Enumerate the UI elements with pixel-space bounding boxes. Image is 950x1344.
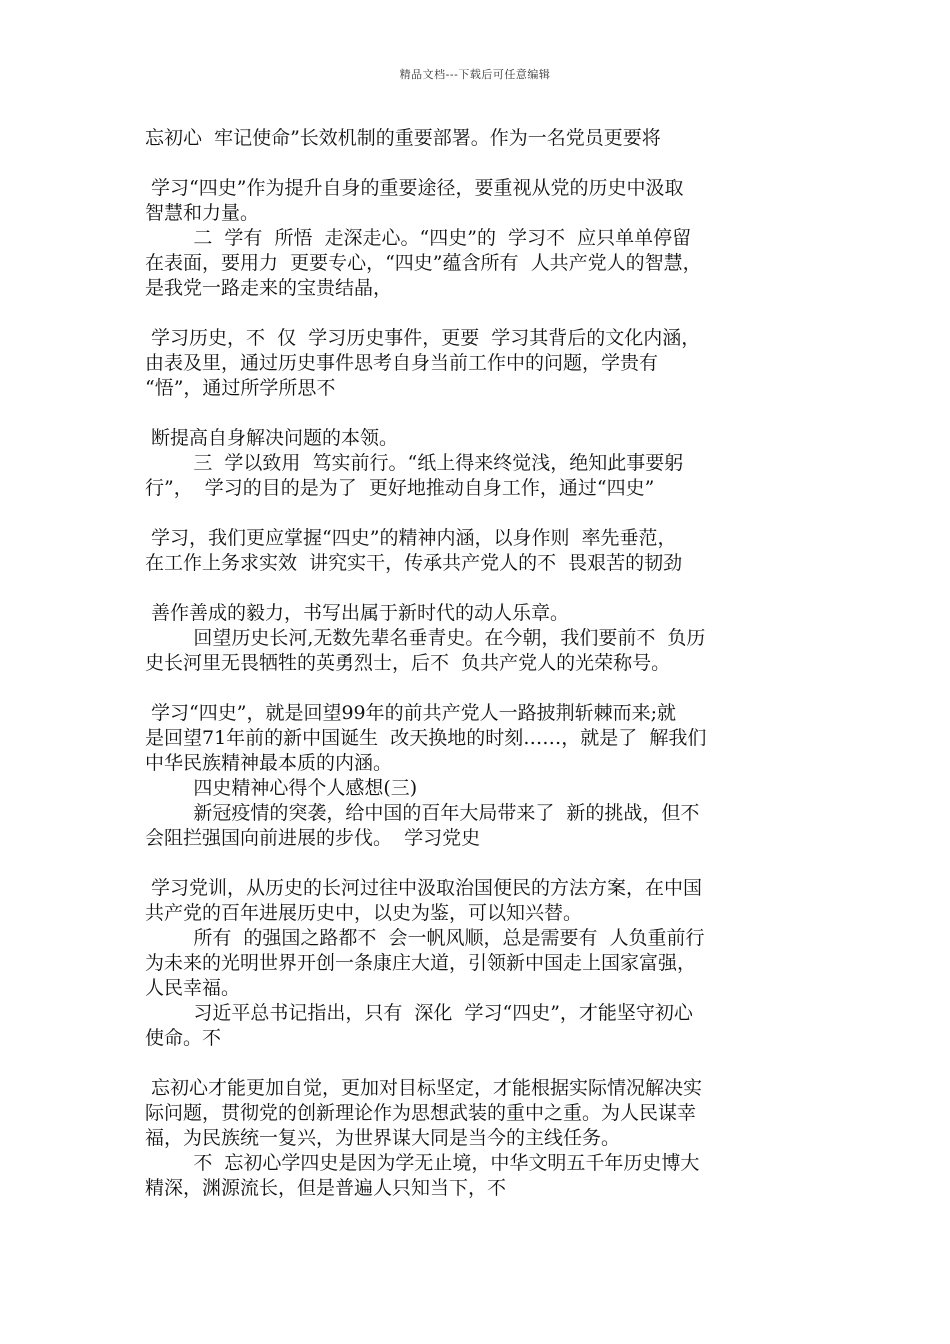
text-line: 使命。不 bbox=[145, 1027, 222, 1049]
text-line: 际问题，贯彻党的创新理论作为思想武装的重中之重。为人民谋幸 bbox=[145, 1102, 697, 1124]
text-line: 是回望71年前的新中国诞生 改天换地的时刻……，就是了 解我们 bbox=[145, 727, 707, 749]
text-line: 三 学以致用 笃实前行。“纸上得来终觉浅，绝知此事要躬 bbox=[145, 452, 684, 474]
paragraph-gap bbox=[145, 151, 813, 176]
text-line: 会阻拦强国向前进展的步伐。 学习党史 bbox=[145, 827, 481, 849]
text-line: 习近平总书记指出，只有 深化 学习“四史”，才能坚守初心 bbox=[145, 1002, 693, 1024]
text-line: 断提高自身解决问题的本领。 bbox=[145, 427, 399, 449]
paragraph-gap bbox=[145, 576, 813, 601]
paragraph-gap bbox=[145, 301, 813, 326]
paragraph-gap bbox=[145, 851, 813, 876]
text-line: 所有 的强国之路都不 会一帆风顺，总是需要有 人负重前行 bbox=[145, 927, 705, 949]
text-line: 忘初心 牢记使命”长效机制的重要部署。作为一名党员更要将 bbox=[145, 127, 661, 149]
text-line: 为未来的光明世界开创一条康庄大道，引领新中国走上国家富强， bbox=[145, 952, 697, 974]
text-line: 善作善成的毅力，书写出属于新时代的动人乐章。 bbox=[145, 602, 570, 624]
text-line: 学习，我们更应掌握“四史”的精神内涵，以身作则 率先垂范， bbox=[145, 527, 677, 549]
text-line: 学习“四史”，就是回望99年的前共产党人一路披荆斩棘而来;就 bbox=[145, 702, 677, 724]
text-line: 学习“四史”作为提升自身的重要途径，要重视从党的历史中汲取 bbox=[145, 177, 684, 199]
text-line: 学习党训，从历史的长河过往中汲取治国便民的方法方案，在中国 bbox=[145, 877, 703, 899]
text-line: 共产党的百年进展历史中，以史为鉴，可以知兴替。 bbox=[145, 902, 583, 924]
text-line: 中华民族精神最本质的内涵。 bbox=[145, 752, 393, 774]
text-line: 在工作上务求实效 讲究实干，传承共产党人的不 畏艰苦的韧劲 bbox=[145, 552, 683, 574]
text-line: 二 学有 所悟 走深走心。“四史”的 学习不 应只单单停留 bbox=[145, 227, 692, 249]
text-line: 由表及里，通过历史事件思考自身当前工作中的问题，学贵有 bbox=[145, 352, 659, 374]
text-line: 福，为民族统一复兴，为世界谋大同是当今的主线任务。 bbox=[145, 1127, 621, 1149]
text-line: 行”， 学习的目的是为了 更好地推动自身工作，通过“四史” bbox=[145, 477, 655, 499]
text-line: 学习历史，不 仅 学习历史事件，更要 学习其背后的文化内涵， bbox=[145, 327, 701, 349]
text-line: 史长河里无畏牺牲的英勇烈士，后不 负共产党人的光荣称号。 bbox=[145, 652, 671, 674]
page-header: 精品文档---下载后可任意编辑 bbox=[399, 68, 551, 81]
document-body bbox=[145, 126, 813, 1201]
text-line: 精深，渊源流长，但是普遍人只知当下，不 bbox=[145, 1177, 507, 1199]
text-line: 新冠疫情的突袭，给中国的百年大局带来了 新的挑战，但不 bbox=[145, 802, 700, 824]
text-line: 不 忘初心学四史是因为学无止境，中华文明五千年历史博大 bbox=[145, 1152, 700, 1174]
paragraph-gap bbox=[145, 501, 813, 526]
text-line: 四史精神心得个人感想(三) bbox=[145, 777, 418, 799]
text-line: 智慧和力量。 bbox=[145, 202, 260, 224]
text-line: 是我党一路走来的宝贵结晶， bbox=[145, 277, 393, 299]
text-line: “悟”，通过所学所思不 bbox=[145, 377, 336, 399]
paragraph-gap bbox=[145, 676, 813, 701]
text-line: 忘初心才能更加自觉，更加对目标坚定，才能根据实际情况解决实 bbox=[145, 1077, 703, 1099]
paragraph-gap bbox=[145, 401, 813, 426]
text-line: 在表面，要用力 更要专心，“四史”蕴含所有 人共产党人的智慧， bbox=[145, 252, 702, 274]
paragraph-gap bbox=[145, 1051, 813, 1076]
text-line: 回望历史长河,无数先辈名垂青史。在今朝，我们要前不 负历 bbox=[145, 627, 706, 649]
text-line: 人民幸福。 bbox=[145, 977, 241, 999]
